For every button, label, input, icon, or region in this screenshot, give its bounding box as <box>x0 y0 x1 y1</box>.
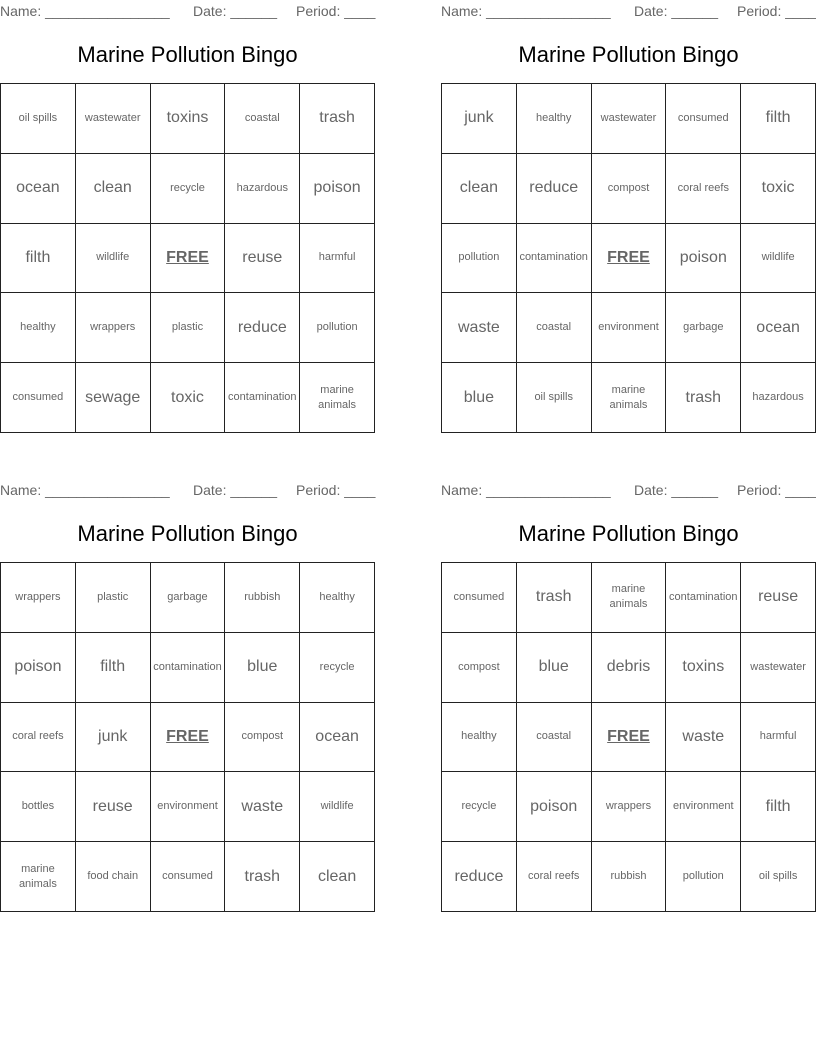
bingo-cell: wastewater <box>76 84 151 154</box>
free-space-cell: FREE <box>151 224 226 294</box>
bingo-cell: healthy <box>517 84 592 154</box>
bingo-cell: recycle <box>442 772 517 842</box>
bingo-cell: coral reefs <box>517 842 592 912</box>
bingo-cell: reuse <box>741 563 816 633</box>
bingo-cell: blue <box>225 633 300 703</box>
name-field-label: Name: ________________ <box>0 482 170 498</box>
bingo-cell: debris <box>592 633 667 703</box>
bingo-cell: coral reefs <box>666 154 741 224</box>
bingo-cell: compost <box>592 154 667 224</box>
bingo-cell: waste <box>225 772 300 842</box>
student-info-header <box>0 479 375 501</box>
bingo-cell: filth <box>1 224 76 294</box>
bingo-cell: rubbish <box>225 563 300 633</box>
bingo-cell: hazardous <box>741 363 816 433</box>
bingo-cell: compost <box>442 633 517 703</box>
bingo-card-3 <box>0 479 376 890</box>
student-info-header <box>441 479 816 501</box>
bingo-grid <box>0 83 375 433</box>
student-info-header <box>441 0 816 22</box>
bingo-cell: wastewater <box>592 84 667 154</box>
free-space-cell: FREE <box>151 703 226 773</box>
period-field-label: Period: ____ <box>737 3 816 19</box>
bingo-cell: poison <box>666 224 741 294</box>
bingo-cell: plastic <box>151 293 226 363</box>
bingo-cell: healthy <box>300 563 375 633</box>
bingo-cell: marine animals <box>300 363 375 433</box>
bingo-card-2 <box>441 0 816 411</box>
bingo-cell: wildlife <box>741 224 816 294</box>
card-title: Marine Pollution Bingo <box>77 521 298 546</box>
bingo-cell: marine animals <box>1 842 76 912</box>
bingo-cell: blue <box>442 363 517 433</box>
bingo-cell: clean <box>300 842 375 912</box>
bingo-cell: marine animals <box>592 563 667 633</box>
bingo-grid <box>441 562 816 912</box>
bingo-cell: harmful <box>300 224 375 294</box>
card-title: Marine Pollution Bingo <box>77 42 298 67</box>
bingo-cell: consumed <box>666 84 741 154</box>
card-title: Marine Pollution Bingo <box>518 521 739 546</box>
bingo-card-4 <box>441 479 816 885</box>
bingo-cell: pollution <box>666 842 741 912</box>
bingo-cell: reduce <box>517 154 592 224</box>
bingo-cell: hazardous <box>225 154 300 224</box>
bingo-cell: coral reefs <box>1 703 76 773</box>
bingo-cell: filth <box>741 772 816 842</box>
bingo-cell: toxins <box>151 84 226 154</box>
bingo-cell: clean <box>76 154 151 224</box>
name-field-label: Name: ________________ <box>441 482 611 498</box>
bingo-cell: ocean <box>300 703 375 773</box>
bingo-cell: toxic <box>151 363 226 433</box>
bingo-cell: environment <box>666 772 741 842</box>
bingo-cell: wrappers <box>1 563 76 633</box>
period-field-label: Period: ____ <box>296 3 376 19</box>
bingo-cell: bottles <box>1 772 76 842</box>
bingo-cell: garbage <box>666 293 741 363</box>
bingo-cell: rubbish <box>592 842 667 912</box>
card-title: Marine Pollution Bingo <box>518 42 739 67</box>
bingo-cell: waste <box>442 293 517 363</box>
bingo-cell: garbage <box>151 563 226 633</box>
bingo-cell: filth <box>76 633 151 703</box>
bingo-cell: oil spills <box>1 84 76 154</box>
bingo-cell: trash <box>300 84 375 154</box>
name-field-label: Name: ________________ <box>0 3 170 19</box>
date-field-label: Date: ______ <box>634 482 719 498</box>
bingo-cell: contamination <box>225 363 300 433</box>
bingo-cell: wildlife <box>300 772 375 842</box>
bingo-cell: contamination <box>517 224 592 294</box>
bingo-cell: coastal <box>225 84 300 154</box>
bingo-cell: blue <box>517 633 592 703</box>
bingo-grid <box>0 562 375 912</box>
name-field-label: Name: ________________ <box>441 3 611 19</box>
bingo-cell: harmful <box>741 703 816 773</box>
bingo-cell: recycle <box>151 154 226 224</box>
period-field-label: Period: ____ <box>296 482 376 498</box>
bingo-cell: pollution <box>300 293 375 363</box>
bingo-cell: trash <box>517 563 592 633</box>
bingo-cell: toxins <box>666 633 741 703</box>
free-space-cell: FREE <box>592 703 667 773</box>
bingo-cell: healthy <box>1 293 76 363</box>
bingo-cell: food chain <box>76 842 151 912</box>
bingo-cell: waste <box>666 703 741 773</box>
bingo-cell: marine animals <box>592 363 667 433</box>
bingo-cell: oil spills <box>741 842 816 912</box>
bingo-cell: filth <box>741 84 816 154</box>
bingo-cell: coastal <box>517 703 592 773</box>
bingo-cell: toxic <box>741 154 816 224</box>
bingo-cell: wastewater <box>741 633 816 703</box>
bingo-cell: ocean <box>1 154 76 224</box>
bingo-cell: ocean <box>741 293 816 363</box>
bingo-cell: sewage <box>76 363 151 433</box>
bingo-cell: reuse <box>225 224 300 294</box>
bingo-cell: reduce <box>442 842 517 912</box>
bingo-cell: environment <box>592 293 667 363</box>
bingo-cell: plastic <box>76 563 151 633</box>
bingo-cell: environment <box>151 772 226 842</box>
bingo-cell: poison <box>517 772 592 842</box>
bingo-cell: junk <box>76 703 151 773</box>
bingo-cell: contamination <box>151 633 226 703</box>
bingo-cell: poison <box>1 633 76 703</box>
date-field-label: Date: ______ <box>193 3 278 19</box>
bingo-card-1 <box>0 0 376 411</box>
bingo-cell: wrappers <box>76 293 151 363</box>
bingo-cell: coastal <box>517 293 592 363</box>
bingo-cell: trash <box>666 363 741 433</box>
bingo-cell: trash <box>225 842 300 912</box>
free-space-cell: FREE <box>592 224 667 294</box>
student-info-header <box>0 0 375 22</box>
bingo-cell: consumed <box>1 363 76 433</box>
bingo-grid <box>441 83 816 433</box>
bingo-cell: recycle <box>300 633 375 703</box>
date-field-label: Date: ______ <box>634 3 719 19</box>
bingo-cell: clean <box>442 154 517 224</box>
bingo-cell: consumed <box>442 563 517 633</box>
bingo-cell: consumed <box>151 842 226 912</box>
bingo-cell: poison <box>300 154 375 224</box>
bingo-cell: oil spills <box>517 363 592 433</box>
bingo-cell: contamination <box>666 563 741 633</box>
bingo-cell: healthy <box>442 703 517 773</box>
bingo-cell: junk <box>442 84 517 154</box>
bingo-cell: pollution <box>442 224 517 294</box>
period-field-label: Period: ____ <box>737 482 816 498</box>
bingo-cell: reuse <box>76 772 151 842</box>
bingo-cell: wildlife <box>76 224 151 294</box>
date-field-label: Date: ______ <box>193 482 278 498</box>
bingo-cell: reduce <box>225 293 300 363</box>
bingo-cell: wrappers <box>592 772 667 842</box>
bingo-cell: compost <box>225 703 300 773</box>
